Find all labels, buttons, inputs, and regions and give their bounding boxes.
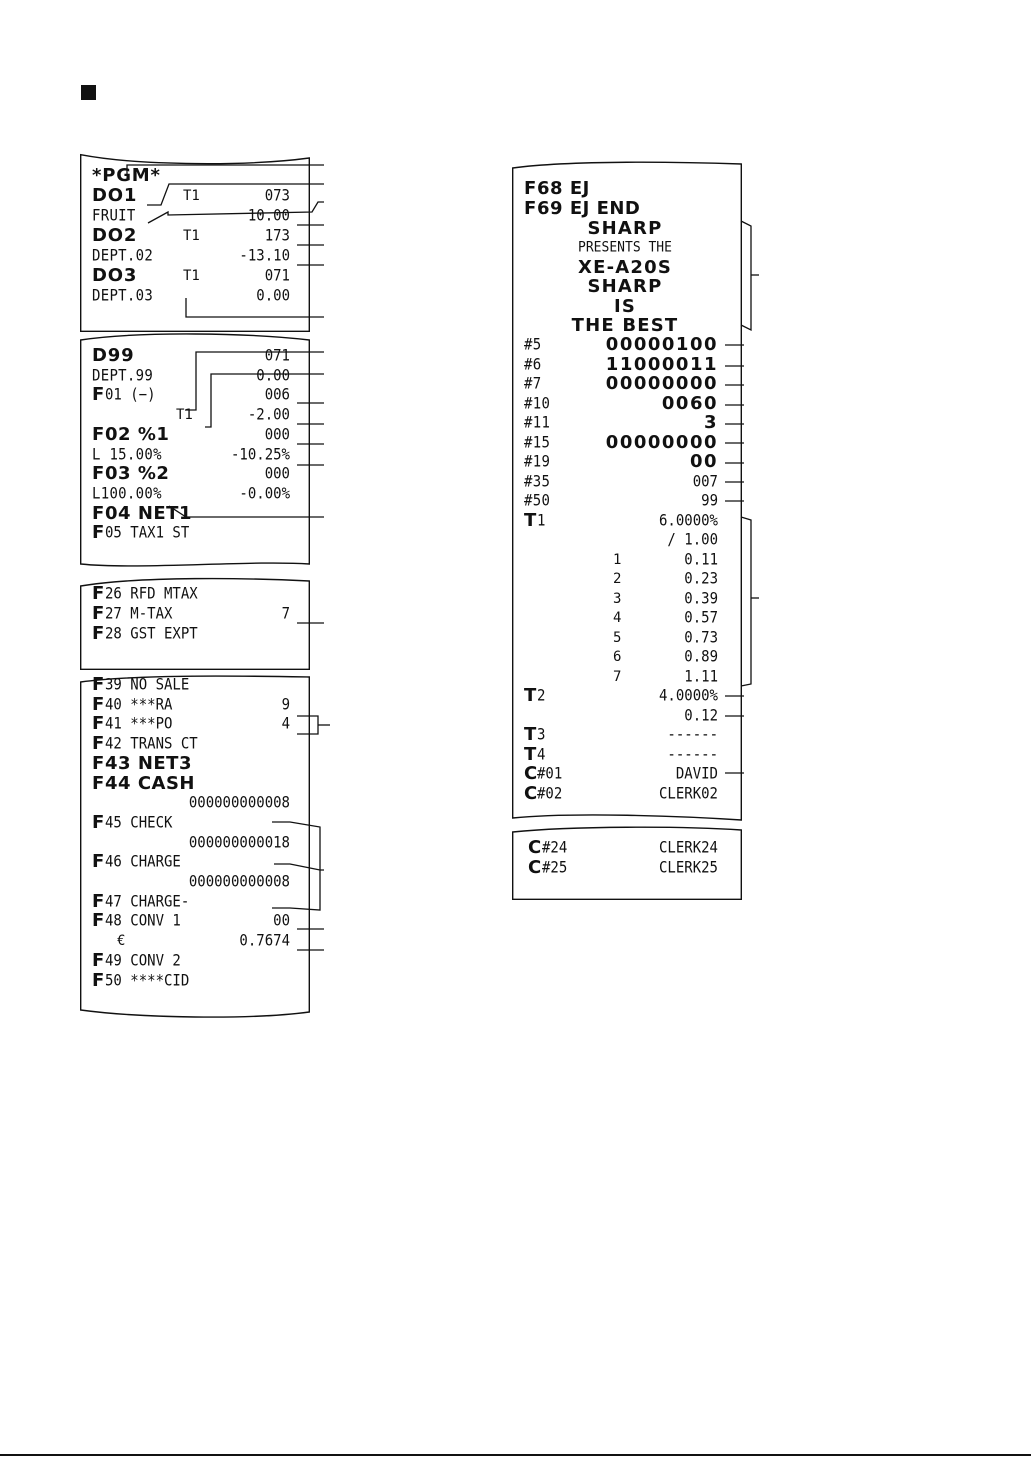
line-function-name: #02 <box>537 784 563 803</box>
receipt-line <box>80 206 310 226</box>
line-label: #15 <box>524 433 551 452</box>
line-label: DEPT.03 <box>92 287 154 305</box>
line-tax-flag: T1 <box>176 407 193 424</box>
line-function-name: #24 <box>542 839 568 857</box>
line-value: 073 <box>264 187 290 205</box>
line-value: 000 <box>264 425 290 444</box>
receipt-line <box>80 425 310 445</box>
receipt-line <box>80 604 310 624</box>
line-prefix: T <box>524 743 537 765</box>
line-value: 00000000 <box>605 431 718 453</box>
line-value: 006 <box>264 386 290 405</box>
receipt-clerk-names <box>512 826 742 900</box>
line-value: 0.39 <box>684 589 718 608</box>
line-label: *PGM* <box>92 165 161 186</box>
line-value: 9 <box>281 695 290 714</box>
line-value: 6.0000% <box>658 511 718 530</box>
line-value: 0.00 <box>256 287 290 305</box>
receipt-line <box>80 246 310 266</box>
receipt-line <box>80 675 310 695</box>
line-function-name: 46 CHARGE <box>105 853 181 872</box>
line-prefix: F <box>92 423 105 445</box>
receipt-ej-message-tax <box>512 162 742 824</box>
receipt-line <box>80 951 310 971</box>
line-label: DEPT.02 <box>92 247 154 265</box>
section-marker <box>81 85 96 100</box>
line-label: #19 <box>524 453 551 471</box>
line-value: 1.11 <box>684 667 718 686</box>
line-prefix: F <box>92 910 105 932</box>
line-value: 000000000008 <box>188 873 290 891</box>
line-value: CLERK02 <box>658 784 718 803</box>
line-value: 00000100 <box>605 334 718 355</box>
line-prefix: F <box>524 178 537 199</box>
line-label: #10 <box>524 394 551 413</box>
line-value: 7 <box>281 605 290 623</box>
receipt-line <box>512 589 742 609</box>
receipt-line <box>512 647 742 667</box>
line-value: 0.89 <box>684 648 718 666</box>
receipt-line <box>512 199 742 219</box>
receipt-line <box>80 366 310 386</box>
line-function-name: 39 NO SALE <box>105 676 190 694</box>
line-prefix: T <box>524 685 537 706</box>
line-value: 0.73 <box>684 628 718 647</box>
receipt-line <box>80 266 310 286</box>
receipt-line <box>80 445 310 465</box>
line-tax-flag: T1 <box>183 188 200 204</box>
line-prefix: F <box>92 851 105 873</box>
line-prefix: F <box>524 198 537 219</box>
line-prefix: F <box>92 811 105 833</box>
line-value: 11000011 <box>605 353 718 375</box>
line-value: 00 <box>273 912 290 931</box>
line-value: 4 <box>281 715 290 734</box>
receipt-line <box>80 892 310 912</box>
receipt-media-functions <box>80 676 310 1020</box>
line-value: 4.0000% <box>658 687 718 705</box>
receipt-line <box>80 931 310 951</box>
receipt-departments-functions <box>80 334 310 570</box>
receipt-line <box>512 491 742 511</box>
line-function-name: 41 ***PO <box>105 715 173 734</box>
receipt-line <box>512 745 742 765</box>
line-prefix: F <box>92 603 105 624</box>
receipt-line <box>512 550 742 570</box>
line-tax-flag: 3 <box>613 590 622 607</box>
line-value: 0.11 <box>684 550 718 569</box>
line-function-name: 40 ***RA <box>105 695 173 714</box>
receipt-line <box>512 838 742 858</box>
line-tax-flag: T1 <box>183 228 200 244</box>
line-label: FRUIT <box>92 207 136 225</box>
receipt-line <box>512 452 742 472</box>
line-function-name: 02 %1 <box>105 423 170 445</box>
line-prefix: F <box>92 772 105 794</box>
line-label: L 15.00% <box>92 445 162 464</box>
logo-message-line: SHARP <box>587 218 663 239</box>
receipt-line <box>80 754 310 774</box>
line-value: 10.00 <box>247 207 290 225</box>
line-prefix: F <box>92 949 105 971</box>
line-value: ------ <box>667 745 718 764</box>
receipt-line <box>80 793 310 813</box>
line-prefix: DO3 <box>92 265 138 286</box>
line-prefix: F <box>92 674 105 695</box>
line-prefix: D99 <box>92 345 135 366</box>
line-function-name: #01 <box>537 765 563 783</box>
line-value: 071 <box>264 347 290 365</box>
line-label: L100.00% <box>92 484 162 503</box>
line-label: #50 <box>524 492 551 510</box>
receipt-line <box>512 511 742 531</box>
line-function-name: 47 CHARGE- <box>105 892 190 911</box>
line-function-name: 48 CONV 1 <box>105 912 181 931</box>
line-function-name: 26 RFD MTAX <box>105 585 198 603</box>
receipt-line <box>512 355 742 375</box>
receipt-line <box>80 911 310 931</box>
line-prefix: T <box>524 724 537 745</box>
line-function-name: 69 EJ END <box>537 198 641 219</box>
line-value: CLERK24 <box>658 839 718 857</box>
line-value: 0.23 <box>684 570 718 588</box>
line-tax-flag: T1 <box>183 268 200 284</box>
line-value: 000000000018 <box>188 833 290 852</box>
receipt-line <box>512 764 742 784</box>
line-value: -13.10 <box>239 247 290 265</box>
receipt-line <box>80 504 310 524</box>
receipt-line <box>80 774 310 794</box>
receipt-line <box>80 346 310 366</box>
line-function-name: 43 NET3 <box>105 752 192 774</box>
receipt-line <box>512 413 742 433</box>
logo-message-line: PRESENTS THE <box>578 239 672 256</box>
line-prefix: F <box>92 583 105 604</box>
receipt-line <box>512 784 742 804</box>
line-label: #5 <box>524 336 542 354</box>
line-label: #11 <box>524 414 551 432</box>
line-prefix: F <box>92 733 105 755</box>
line-function-name: 2 <box>537 687 546 705</box>
line-prefix: F <box>92 693 105 715</box>
line-function-name: 1 <box>537 511 546 530</box>
logo-message-line: IS <box>613 296 637 317</box>
line-prefix: DO1 <box>92 185 138 206</box>
receipt-program-header <box>80 154 310 332</box>
line-tax-flag: 7 <box>613 668 622 685</box>
receipt-line <box>80 734 310 754</box>
line-value: 000000000008 <box>188 794 290 813</box>
receipt-line <box>80 405 310 425</box>
receipt-line <box>80 833 310 853</box>
line-prefix: T <box>524 509 537 531</box>
receipt-line <box>512 608 742 628</box>
logo-message-line: THE BEST <box>571 315 679 336</box>
line-value: 00 <box>689 451 718 472</box>
line-tax-flag: 2 <box>613 571 622 587</box>
line-value: 0.7674 <box>239 932 290 951</box>
receipt-line <box>512 569 742 589</box>
line-label: #35 <box>524 472 551 491</box>
line-value: 0.57 <box>684 609 718 627</box>
receipt-line <box>512 628 742 648</box>
line-prefix: F <box>92 713 105 735</box>
line-value: 007 <box>692 472 718 491</box>
line-value: DAVID <box>675 765 718 783</box>
receipt-line <box>80 523 310 543</box>
line-value: 000 <box>264 465 290 484</box>
line-function-name: 50 ****CID <box>105 971 190 990</box>
line-prefix: F <box>92 384 105 406</box>
line-value: 173 <box>264 227 290 245</box>
line-prefix: F <box>92 969 105 991</box>
line-value: 99 <box>701 492 718 510</box>
line-value: / 1.00 <box>667 531 718 549</box>
line-value: -10.25% <box>230 445 290 464</box>
receipt-line <box>512 725 742 745</box>
line-value: 00000000 <box>605 373 718 394</box>
line-prefix: F <box>92 623 105 644</box>
receipt-line <box>80 484 310 504</box>
line-prefix: C <box>528 856 542 878</box>
line-label: #7 <box>524 375 542 393</box>
line-prefix: F <box>92 502 105 524</box>
line-function-name: 28 GST EXPT <box>105 625 198 643</box>
line-prefix: F <box>92 463 105 485</box>
line-prefix: C <box>528 837 542 858</box>
receipt-line <box>512 667 742 687</box>
logo-message-line: XE-A20S <box>578 257 672 278</box>
receipt-line <box>80 714 310 734</box>
line-prefix: F <box>92 522 105 544</box>
line-value: -2.00 <box>247 406 290 425</box>
line-value: CLERK25 <box>658 858 718 877</box>
line-label: DEPT.99 <box>92 366 154 385</box>
line-function-name: 04 NET1 <box>105 502 192 524</box>
page-bottom-rule <box>0 1454 1031 1456</box>
line-prefix: F <box>92 890 105 912</box>
receipt-line <box>512 530 742 550</box>
line-function-name: 45 CHECK <box>105 813 173 832</box>
line-function-name: 4 <box>537 745 546 764</box>
receipt-line <box>80 695 310 715</box>
receipt-line <box>512 433 742 453</box>
line-function-name: #25 <box>542 858 568 877</box>
receipt-line <box>512 472 742 492</box>
receipt-line <box>512 686 742 706</box>
line-value: -0.00% <box>239 484 290 503</box>
line-value: 071 <box>264 267 290 285</box>
receipt-line <box>80 464 310 484</box>
line-function-name: 68 EJ <box>537 178 590 199</box>
receipt-line <box>80 166 310 186</box>
receipt-line <box>80 226 310 246</box>
line-function-name: 44 CASH <box>105 772 195 794</box>
receipt-line <box>80 872 310 892</box>
line-prefix: DO2 <box>92 225 138 246</box>
logo-message-line: SHARP <box>587 276 663 297</box>
line-tax-flag: 6 <box>613 649 622 665</box>
line-function-name: 05 TAX1 ST <box>105 524 190 543</box>
line-function-name: 03 %2 <box>105 463 170 485</box>
receipt-line <box>80 186 310 206</box>
line-tax-flag: 5 <box>613 629 622 646</box>
line-function-name: 3 <box>537 726 546 744</box>
receipt-line <box>512 858 742 878</box>
receipt-line <box>512 394 742 414</box>
line-function-name: 49 CONV 2 <box>105 951 181 970</box>
line-label: #6 <box>524 355 542 374</box>
receipt-tax-functions <box>80 576 310 671</box>
line-function-name: 01 (−) <box>105 386 156 405</box>
receipt-line <box>80 971 310 991</box>
line-value: 0060 <box>661 392 718 414</box>
receipt-line <box>80 584 310 604</box>
line-prefix: C <box>524 763 538 784</box>
receipt-line <box>80 286 310 306</box>
line-tax-flag: € <box>117 933 126 950</box>
line-value: 0.00 <box>256 366 290 385</box>
receipt-line <box>512 706 742 726</box>
receipt-line <box>512 335 742 355</box>
receipt-line <box>512 179 742 199</box>
line-function-name: 27 M-TAX <box>105 605 173 623</box>
receipt-line <box>80 385 310 405</box>
line-value: 0.12 <box>684 706 718 725</box>
line-prefix: C <box>524 782 538 804</box>
receipt-line <box>80 813 310 833</box>
line-value: 3 <box>703 412 718 433</box>
receipt-line <box>512 374 742 394</box>
line-value: ------ <box>667 726 718 744</box>
line-prefix: F <box>92 752 105 774</box>
line-tax-flag: 1 <box>613 551 622 568</box>
receipt-line <box>80 624 310 644</box>
receipt-line <box>80 852 310 872</box>
line-function-name: 42 TRANS CT <box>105 735 198 754</box>
line-tax-flag: 4 <box>613 610 622 626</box>
